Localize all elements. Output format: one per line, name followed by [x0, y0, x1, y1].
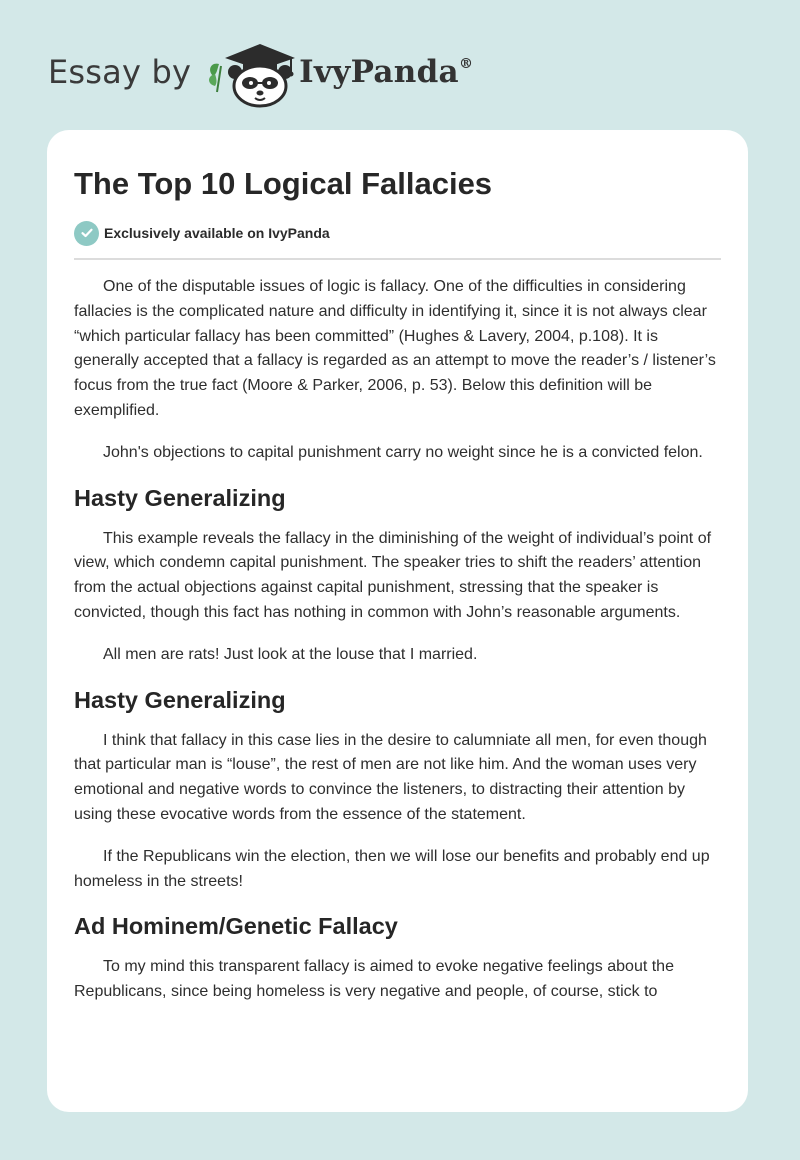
- registered-mark: ®: [458, 56, 474, 72]
- paragraph: One of the disputable issues of logic is fallacy. One of the difficulties in considering fallacies is the complicated nature and difficulty in identifying it, since it is not always clear “which particular fallacy has been committed” (Hughes & Lavery, 2004, p.108). It is generally accepted that a fallacy is regarded as an attempt to move the reader’s / listener’s focus from the true fact (Moore & Parker, 2006, p. 53). Below this definition will be exemplified.: [74, 278, 716, 419]
- paragraph: To my mind this transparent fallacy is aimed to evoke negative feelings about the Republicans, since being homeless is very negative and people, of course, stick to: [74, 958, 674, 1001]
- paragraph: I think that fallacy in this case lies in the desire to calumniate all men, for even though that particular man is “louse”, the rest of men are not like him. And the woman uses very emotional and negative words to convince the listeners, to distracting their attention by using these evocative words from the essence of the statement.: [74, 731, 707, 823]
- section-heading: Hasty Generalizing: [74, 686, 286, 713]
- paragraph: This example reveals the fallacy in the diminishing of the weight of individual’s point of view, which condemn capital punishment. The speaker tries to shift the readers’ attention from the actual objections against capital punishment, stressing that the speaker is convicted, though this fact has nothing in common with John’s reasonable arguments.: [74, 529, 712, 621]
- section-heading: Hasty Generalizing: [74, 484, 286, 511]
- exclusive-badge: [74, 220, 721, 246]
- paragraph: John's objections to capital punishment carry no weight since he is a convicted felon.: [103, 443, 703, 461]
- check-icon: [74, 221, 99, 246]
- panda-logo-icon[interactable]: [205, 36, 303, 108]
- brand-prefix: Essay by: [48, 53, 192, 91]
- site-header: [48, 36, 473, 108]
- exclusive-label: Exclusively available on IvyPanda: [104, 225, 330, 241]
- essay-body: [74, 275, 721, 1005]
- divider: [74, 258, 721, 260]
- paragraph: All men are rats! Just look at the louse that I married.: [103, 645, 478, 663]
- section-heading: Ad Hominem/Genetic Fallacy: [74, 913, 398, 940]
- essay-title: The Top 10 Logical Fallacies: [74, 166, 493, 201]
- essay-card: [47, 130, 748, 1112]
- brand-name[interactable]: IvyPanda®: [299, 54, 474, 90]
- paragraph: If the Republicans win the election, then we will lose our benefits and probably end up homeless in the streets!: [74, 847, 710, 890]
- leaf-icon: [209, 64, 221, 92]
